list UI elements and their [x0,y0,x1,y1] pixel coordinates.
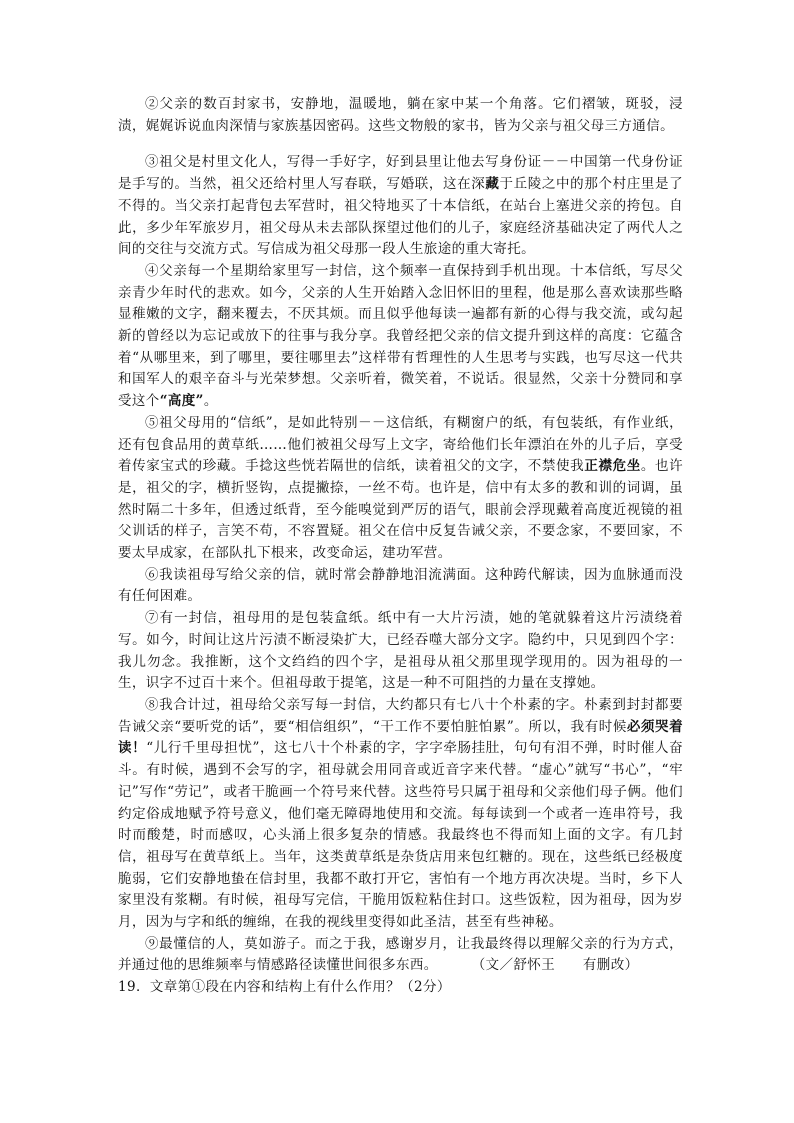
paragraph-8-text-a: ⑧我合计过，祖母给父亲写每一封信，大约都只有七八十个朴素的字。朴素到封封都要告诫父亲“要听党的话”，要“相信组织”，“干工作不要怕脏怕累”。所以，我有时候 [118,696,683,735]
question-19: 19．文章第①段在内容和结构上有什么作用？（2分） [118,979,451,996]
paragraph-4-text-b: 。 [203,393,218,410]
paragraph-8-text-b: “儿行千里母担忧”，这七八十个朴素的字，字字牵肠挂肚，句句有泪不弹，时时催人奋斗。有时候，遇到不会写的字，祖母就会用同音或近音字来代替。“虚心”就写“书心”，“牢记”写作“劳记”，或者干脆画一个符号来代替。这些符号只属于祖母和父亲他们母子俩。他们约定俗成地赋予符号意义，他们毫无障碍地使用和交流。每每读到一个或者一连串符号，我时而酸楚，时而感叹，心头涌上很多复杂的情感。我最终也不得而知上面的文字。有几封信，祖母写在黄草纸上。当年，这类黄草纸是杂货店用来包红糖的。现在，这些纸已经极度脆弱，它们安静地蛰在信封里，我都不敢打开它，害怕有一个地方再次决堤。当时，乡下人家里没有浆糊。有时候，祖母写完信，干脆用饭粒粘住封口。这些饭粒，因为祖母，因为岁月，因为与字和纸的缠绵，在我的视线里变得如此圣洁，甚至有些神秘。 [118,740,683,931]
paragraph-3-text-a: ③祖父是村里文化人，写得一手好字，好到县里让他去写身份证－－中国第一代身份证是手写的。当然，祖父还给村里人写春联，写婚联，这在深 [118,154,683,193]
paragraph-5-text-a: ⑤祖父母用的“信纸”，是如此特别－－这信纸，有糊窗户的纸，有包装纸，有作业纸，还有包食品用的黄草纸……他们被祖父母写上文字，寄给他们长年漂泊在外的儿子后，享受着传家宝式的珍藏。手捻这些恍若隔世的信纸，读着祖父的文字，不禁使我 [118,414,683,475]
document-page [118,94,683,999]
paragraph-5 [118,413,683,565]
paragraph-3 [118,152,683,261]
paragraph-4-text-a: ④父亲每一个星期给家里写一封信，这个频率一直保持到手机出现。十本信纸，写尽父亲青少年时代的悲欢。如今，父亲的人生开始踏入念旧怀旧的里程，他是那么喜欢读那些略显稚嫩的文字，翻来覆去，不厌其烦。而且似乎他每读一遍都有新的心得与我交流，或勾起新的曾经以为忘记或放下的往事与我分享。我曾经把父亲的信文提升到这样的高度：它蕴含着“从哪里来，到了哪里，要往哪里去”这样带有哲理性的人生思考与实践，也写尽这一代共和国军人的艰辛奋斗与光荣梦想。父亲听着，微笑着，不说话。很显然，父亲十分赞同和享受这个 [118,262,683,410]
paragraph-4-bold: “高度” [159,393,204,410]
paragraph-5-text-b: 。也许是，祖父的字，横折竖钩，点提撇捺，一丝不苟。也许是，信中有太多的教和训的词调，虽然时隔二十多年，但透过纸背，至今能嗅觉到严厉的语气，眼前会浮现戴着高度近视镜的祖父训话的样子，言笑不苟，不容置疑。祖父在信中反复告诫父亲，不要念家，不要回家，不要太早成家，在部队扎下根来，改变命运，建功军营。 [118,458,684,562]
paragraph-7: ⑦有一封信，祖母用的是包装盒纸。纸中有一大片污渍，她的笔就躲着这片污渍绕着写。如今，时间让这片污渍不断浸染扩大，已经吞噬大部分文字。隐约中，只见到四个字：我儿勿念。我推断，这个文绉绉的四个字，是祖母从祖父那里现学现用的。因为祖母的一生，识字不过百十来个。但祖母敢于提笔，这是一种不可阻挡的力量在支撑她。 [118,610,683,692]
paragraph-5-bold: 正襟危坐 [584,458,641,475]
attribution: （文／舒怀王 有删改） [471,957,639,974]
paragraph-9-text: ⑨最懂信的人，莫如游子。而之于我，感谢岁月，让我最终得以理解父亲的行为方式，并通过他的思维频率与情感路径读懂世间很多东西。 [118,935,683,974]
paragraph-8-bold: 必须哭着读！ [118,718,683,757]
paragraph-8 [118,695,683,934]
paragraph-3-text-b: 于丘陵之中的那个村庄里是了不得的。当父亲打起背包去军营时，祖父特地买了十本信纸，在站台上塞进父亲的挎包。自此，多少年军旅岁月，祖父母从未去部队探望过他们的儿子，家庭经济基础决定了两代人之间的交往与交流方式。写信成为祖父母那一段人生旅途的重大寄托。 [118,176,683,258]
paragraph-3-bold: 藏 [485,176,500,193]
paragraph-gap [118,137,683,152]
paragraph-4 [118,261,683,413]
paragraph-6: ⑥我读祖母写给父亲的信，就时常会静静地泪流满面。这种跨代解读，因为血脉通而没有任何困难。 [118,566,683,605]
paragraph-9 [118,934,683,977]
paragraph-2: ②父亲的数百封家书，安静地，温暖地，躺在家中某一个角落。它们褶皱，斑驳，浸渍，娓娓诉说血肉深情与家族基因密码。这些文物般的家书，皆为父亲与祖父母三方通信。 [118,96,683,134]
